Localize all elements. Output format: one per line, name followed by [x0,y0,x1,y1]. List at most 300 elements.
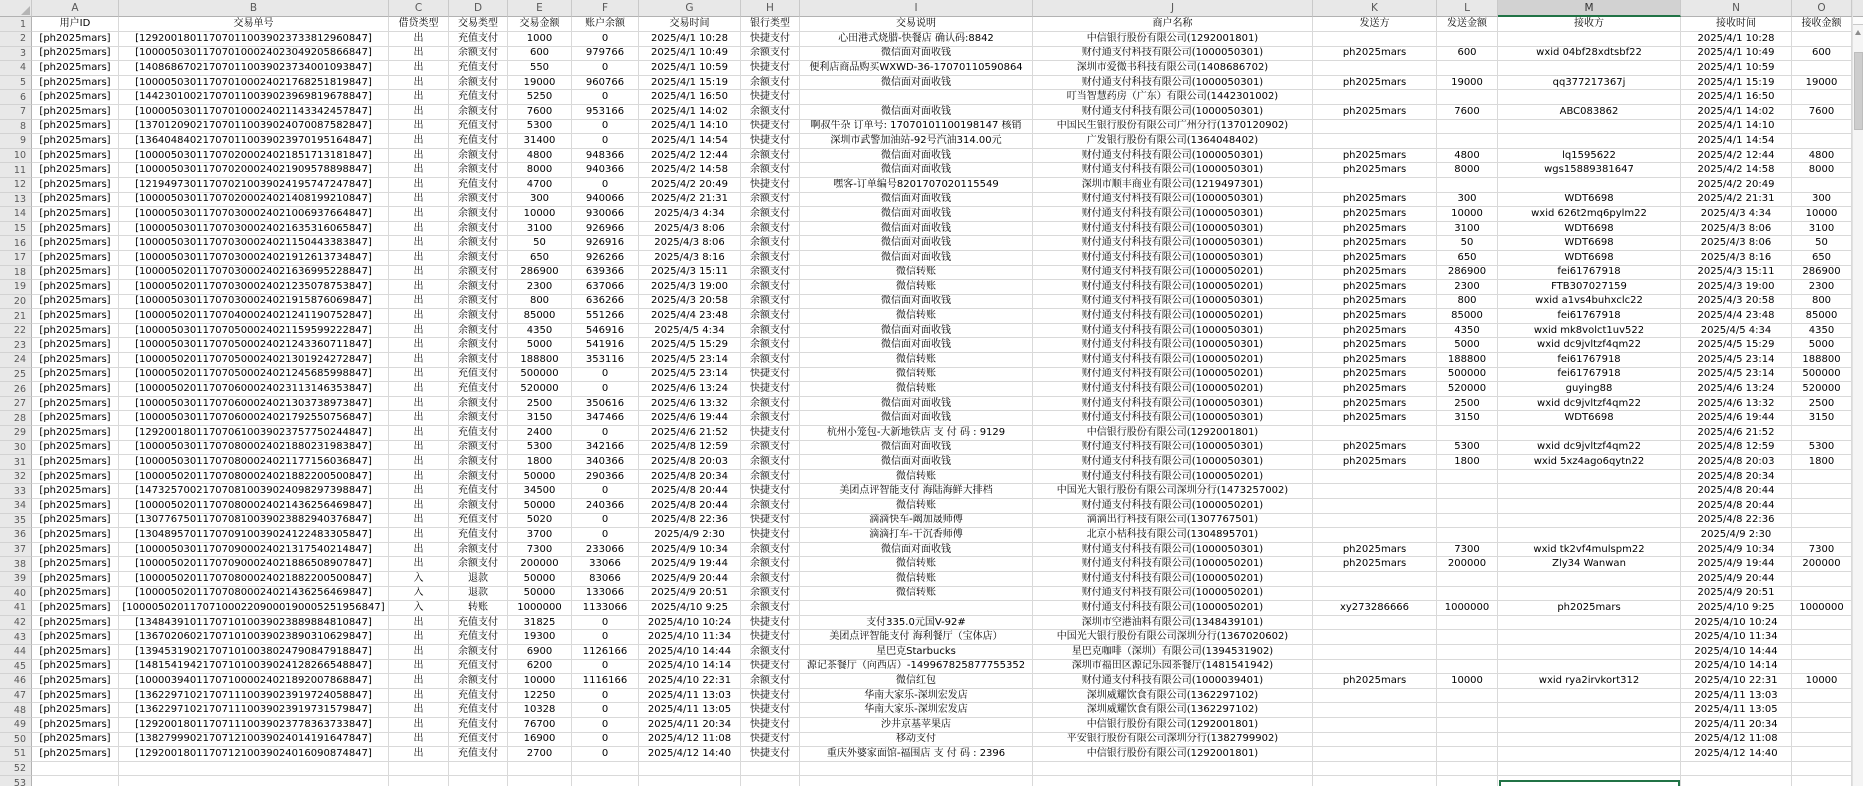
cell[interactable]: WDT6698 [1498,251,1681,266]
cell[interactable]: 出 [389,76,449,91]
cell[interactable]: 微信面对面收钱 [800,397,1033,412]
cell[interactable]: 出 [389,61,449,76]
cell[interactable] [1437,61,1498,76]
cell[interactable]: 退款 [449,572,508,587]
cell[interactable]: [ph2025mars] [32,718,119,733]
cell[interactable] [1498,689,1681,704]
cell[interactable]: 1126166 [572,645,639,660]
cell[interactable]: 10328 [508,703,572,718]
cell[interactable]: 出 [389,543,449,558]
cell[interactable]: 2025/4/9 19:44 [639,557,741,572]
cell[interactable]: [ph2025mars] [32,543,119,558]
cell[interactable]: [ph2025mars] [32,32,119,47]
cell[interactable]: 财付通支付科技有限公司(1000050201) [1033,601,1313,616]
cell[interactable]: 微信面对面收钱 [800,149,1033,164]
cell[interactable]: 财付通支付科技有限公司(1000050301) [1033,251,1313,266]
cell[interactable]: 4350 [1437,324,1498,339]
row-header[interactable]: 48 [0,703,32,718]
cell[interactable]: 余额支付 [449,266,508,281]
cell[interactable]: 2025/4/5 15:29 [1681,338,1792,353]
cell[interactable]: 2025/4/5 4:34 [639,324,741,339]
cell[interactable]: 600 [1792,47,1852,62]
row-header[interactable]: 33 [0,484,32,499]
row-header[interactable]: 36 [0,528,32,543]
cell[interactable]: 快捷支付 [741,528,800,543]
cell[interactable] [1498,660,1681,675]
row-header[interactable]: 49 [0,718,32,733]
row-header[interactable]: 37 [0,543,32,558]
cell[interactable]: 0 [572,528,639,543]
cell[interactable]: 微信面对面收钱 [800,47,1033,62]
cell[interactable]: 快捷支付 [741,660,800,675]
cell[interactable] [1437,587,1498,602]
cell[interactable]: 快捷支付 [741,134,800,149]
cell[interactable] [1498,747,1681,762]
row-header[interactable]: 17 [0,251,32,266]
row-header[interactable]: 14 [0,207,32,222]
cell[interactable]: 2025/4/6 21:52 [1681,426,1792,441]
cell[interactable]: 财付通支付科技有限公司(1000050201) [1033,353,1313,368]
header-cell-C[interactable]: 借贷类型 [389,17,449,32]
cell[interactable]: 520000 [1437,382,1498,397]
cell[interactable]: 5000 [1437,338,1498,353]
cell[interactable]: 50 [1792,236,1852,251]
cell[interactable]: 2025/4/3 4:34 [639,207,741,222]
cell[interactable]: 8000 [508,163,572,178]
cell[interactable]: 353116 [572,353,639,368]
cell[interactable]: 2025/4/3 4:34 [1681,207,1792,222]
header-cell-L[interactable]: 发送金额 [1437,17,1498,32]
cell[interactable]: 转账 [449,601,508,616]
cell[interactable]: 546916 [572,324,639,339]
cell[interactable]: 4700 [508,178,572,193]
cell[interactable]: 1800 [508,455,572,470]
cell[interactable]: 2025/4/11 20:34 [639,718,741,733]
cell[interactable]: 8000 [1792,163,1852,178]
cell[interactable]: [ph2025mars] [32,61,119,76]
cell[interactable]: 余额支付 [741,193,800,208]
cell[interactable]: 2025/4/4 23:48 [639,309,741,324]
cell[interactable]: 微信转账 [800,557,1033,572]
cell[interactable] [1681,762,1792,777]
cell[interactable]: 余额支付 [741,572,800,587]
cell[interactable] [1792,660,1852,675]
cell[interactable] [1792,616,1852,631]
cell[interactable]: 星巴克Starbucks [800,645,1033,660]
cell[interactable]: 平安银行股份有限公司深圳分行(1382799902) [1033,733,1313,748]
row-header[interactable]: 3 [0,47,32,62]
cell[interactable]: 600 [1437,47,1498,62]
cell[interactable]: 1000 [508,32,572,47]
column-header-E[interactable]: E [508,0,572,17]
cell[interactable]: 出 [389,441,449,456]
cell[interactable]: 2025/4/1 14:02 [1681,105,1792,120]
cell[interactable] [1313,470,1437,485]
cell[interactable]: 余额支付 [741,587,800,602]
cell[interactable]: 出 [389,411,449,426]
cell[interactable]: 财付通支付科技有限公司(1000050301) [1033,411,1313,426]
cell[interactable] [1792,587,1852,602]
cell[interactable] [572,762,639,777]
cell[interactable]: [ph2025mars] [32,645,119,660]
row-header[interactable]: 6 [0,90,32,105]
cell[interactable]: 财付通支付科技有限公司(1000050201) [1033,368,1313,383]
cell[interactable]: 31825 [508,616,572,631]
cell[interactable]: [129200180117071210039024016090874847] [119,747,389,762]
cell[interactable]: 余额支付 [741,441,800,456]
row-header[interactable]: 24 [0,353,32,368]
cell[interactable]: 300 [508,193,572,208]
cell[interactable]: 0 [572,90,639,105]
cell[interactable]: 5020 [508,514,572,529]
cell[interactable]: 200000 [1792,557,1852,572]
cell[interactable]: 财付通支付科技有限公司(1000050301) [1033,338,1313,353]
cell[interactable]: 650 [508,251,572,266]
cell[interactable]: 2025/4/3 8:06 [639,222,741,237]
cell[interactable] [572,776,639,786]
cell[interactable]: 微信转账 [800,266,1033,281]
cell[interactable]: 财付通支付科技有限公司(1000050201) [1033,382,1313,397]
cell[interactable] [1498,718,1681,733]
cell[interactable]: 926966 [572,222,639,237]
cell[interactable]: [ph2025mars] [32,251,119,266]
cell[interactable]: 财付通支付科技有限公司(1000050201) [1033,557,1313,572]
cell[interactable]: [144230100217070110039023969819678847] [119,90,389,105]
cell[interactable]: 2025/4/3 19:00 [1681,280,1792,295]
cell[interactable]: 出 [389,353,449,368]
cell[interactable]: 出 [389,426,449,441]
cell[interactable]: 2025/4/3 8:16 [1681,251,1792,266]
cell[interactable]: wxid 5xz4ago6qytn22 [1498,455,1681,470]
header-cell-M[interactable]: 接收方 [1498,17,1681,32]
cell[interactable]: [139453190217071010038024790847918847] [119,645,389,660]
cell[interactable]: 2025/4/1 14:10 [1681,120,1792,135]
column-header-J[interactable]: J [1033,0,1313,17]
cell[interactable]: 3100 [1437,222,1498,237]
cell[interactable]: 财付通支付科技有限公司(1000050301) [1033,76,1313,91]
row-header[interactable]: 30 [0,441,32,456]
cell[interactable]: 2025/4/1 16:50 [639,90,741,105]
cell[interactable]: 微信面对面收钱 [800,295,1033,310]
cell[interactable]: [ph2025mars] [32,178,119,193]
header-cell-E[interactable]: 交易金额 [508,17,572,32]
cell[interactable]: 微信面对面收钱 [800,193,1033,208]
cell[interactable] [1313,499,1437,514]
cell[interactable]: 2025/4/1 10:59 [1681,61,1792,76]
cell[interactable]: 2025/4/10 11:34 [639,630,741,645]
cell[interactable]: 551266 [572,309,639,324]
cell[interactable]: 85000 [508,309,572,324]
cell[interactable] [1437,630,1498,645]
cell[interactable]: 0 [572,616,639,631]
cell[interactable]: 余额支付 [741,222,800,237]
cell[interactable]: 2025/4/8 20:03 [1681,455,1792,470]
header-cell-A[interactable]: 用户ID [32,17,119,32]
cell[interactable]: 2025/4/2 21:31 [639,193,741,208]
cell[interactable]: 快捷支付 [741,120,800,135]
cell[interactable]: 2025/4/8 12:59 [639,441,741,456]
cell[interactable]: ph2025mars [1313,295,1437,310]
cell[interactable]: [100005030117070200024021408199210847] [119,193,389,208]
cell[interactable]: 出 [389,105,449,120]
column-header-M[interactable]: M [1498,0,1681,17]
cell[interactable]: 便利店商品购买WXWD-36-17070110590864 [800,61,1033,76]
cell[interactable]: [ph2025mars] [32,324,119,339]
cell[interactable]: ph2025mars [1313,207,1437,222]
cell[interactable]: 余额支付 [741,455,800,470]
cell[interactable]: 76700 [508,718,572,733]
cell[interactable]: [ph2025mars] [32,572,119,587]
cell[interactable] [1437,747,1498,762]
cell[interactable]: 充值支付 [449,747,508,762]
cell[interactable]: fei61767918 [1498,353,1681,368]
cell[interactable]: 出 [389,718,449,733]
cell[interactable]: 华南大家乐-深圳宏发店 [800,703,1033,718]
cell[interactable] [1313,61,1437,76]
cell[interactable]: 3150 [1792,411,1852,426]
cell[interactable]: wxid rya2irvkort312 [1498,674,1681,689]
cell[interactable] [1792,630,1852,645]
header-cell-H[interactable]: 银行类型 [741,17,800,32]
row-header[interactable]: 38 [0,557,32,572]
cell[interactable]: 5250 [508,90,572,105]
row-header[interactable]: 19 [0,280,32,295]
cell[interactable]: [100005020117070300024021636995228847] [119,266,389,281]
cell[interactable]: 财付通支付科技有限公司(1000050201) [1033,309,1313,324]
cell[interactable]: wxid dc9jvltzf4qm22 [1498,338,1681,353]
cell[interactable]: 余额支付 [741,470,800,485]
cell[interactable] [800,762,1033,777]
cell[interactable]: 滴滴打车-干沉香师傅 [800,528,1033,543]
cell[interactable]: WDT6698 [1498,236,1681,251]
cell[interactable]: ph2025mars [1313,324,1437,339]
cell[interactable]: 350616 [572,397,639,412]
cell[interactable]: 出 [389,309,449,324]
cell[interactable]: 移动支付 [800,733,1033,748]
cell[interactable]: [138279990217071210039024014191647847] [119,733,389,748]
row-header[interactable]: 11 [0,163,32,178]
cell[interactable]: [ph2025mars] [32,557,119,572]
cell[interactable]: 2025/4/1 10:28 [1681,32,1792,47]
cell[interactable]: 2025/4/1 10:49 [1681,47,1792,62]
cell[interactable]: ph2025mars [1313,236,1437,251]
cell[interactable]: 2025/4/12 14:40 [639,747,741,762]
cell[interactable]: 充值支付 [449,718,508,733]
cell[interactable]: 200000 [508,557,572,572]
cell[interactable]: [100005030117070200024021851713181847] [119,149,389,164]
column-header-I[interactable]: I [800,0,1033,17]
cell[interactable]: [ph2025mars] [32,149,119,164]
cell[interactable]: 余额支付 [741,645,800,660]
cell[interactable]: 4800 [1792,149,1852,164]
cell[interactable]: 快捷支付 [741,616,800,631]
cell[interactable]: [ph2025mars] [32,193,119,208]
cell[interactable]: 7600 [1792,105,1852,120]
cell[interactable]: 余额支付 [741,543,800,558]
cell[interactable]: 3100 [1792,222,1852,237]
cell[interactable]: 2025/4/10 11:34 [1681,630,1792,645]
cell[interactable]: 充值支付 [449,134,508,149]
cell[interactable]: 2025/4/6 13:24 [639,382,741,397]
cell[interactable] [1437,90,1498,105]
cell[interactable]: 充值支付 [449,660,508,675]
cell[interactable]: 深圳市空港油料有限公司(1348439101) [1033,616,1313,631]
cell[interactable]: 6200 [508,660,572,675]
cell[interactable]: 2025/4/2 20:49 [639,178,741,193]
cell[interactable]: [100005020117070800024021436256469847] [119,587,389,602]
cell[interactable] [1437,762,1498,777]
cell[interactable]: 1000000 [508,601,572,616]
cell[interactable]: [ph2025mars] [32,382,119,397]
cell[interactable]: [ph2025mars] [32,397,119,412]
cell[interactable]: [ph2025mars] [32,90,119,105]
cell[interactable]: 0 [572,382,639,397]
row-header[interactable]: 39 [0,572,32,587]
cell[interactable]: [147325700217070810039024098297398847] [119,484,389,499]
cell[interactable] [1792,90,1852,105]
cell[interactable]: 余额支付 [449,236,508,251]
cell[interactable]: 2025/4/10 14:14 [1681,660,1792,675]
cell[interactable]: 余额支付 [741,557,800,572]
cell[interactable]: 0 [572,120,639,135]
cell[interactable]: 2025/4/5 4:34 [1681,324,1792,339]
cell[interactable]: 0 [572,733,639,748]
cell[interactable]: 余额支付 [741,76,800,91]
cell[interactable]: 800 [508,295,572,310]
cell[interactable]: [100005030117070200024021909578898847] [119,163,389,178]
cell[interactable]: 1800 [1437,455,1498,470]
cell[interactable]: 286900 [1792,266,1852,281]
cell[interactable]: 出 [389,178,449,193]
cell[interactable]: 2025/4/8 12:59 [1681,441,1792,456]
cell[interactable]: 4800 [1437,149,1498,164]
cell[interactable]: 余额支付 [449,411,508,426]
cell[interactable] [1792,178,1852,193]
cell[interactable] [1437,703,1498,718]
header-cell-F[interactable]: 账户余额 [572,17,639,32]
cell[interactable] [1498,120,1681,135]
cell[interactable]: 出 [389,163,449,178]
cell[interactable]: wxid dc9jvltzf4qm22 [1498,397,1681,412]
cell[interactable]: 34500 [508,484,572,499]
cell[interactable]: 余额支付 [449,105,508,120]
cell[interactable] [1313,645,1437,660]
cell[interactable]: 余额支付 [449,455,508,470]
cell[interactable]: [136229710217071110039023919724058847] [119,689,389,704]
row-header[interactable]: 21 [0,309,32,324]
cell[interactable]: 3150 [1437,411,1498,426]
cell[interactable]: 800 [1437,295,1498,310]
cell[interactable]: 出 [389,630,449,645]
cell[interactable] [1437,470,1498,485]
cell[interactable]: [100005020117070800024021436256469847] [119,499,389,514]
column-header-B[interactable]: B [119,0,389,17]
cell[interactable]: [1000050201170710002209000190005251956847] [119,601,389,616]
cell[interactable]: [ph2025mars] [32,222,119,237]
cell[interactable] [1498,32,1681,47]
cell[interactable] [389,776,449,786]
cell[interactable]: 10000 [508,674,572,689]
cell[interactable]: [ph2025mars] [32,266,119,281]
cell[interactable]: 余额支付 [741,309,800,324]
cell[interactable]: 余额支付 [449,163,508,178]
cell[interactable]: 979766 [572,47,639,62]
cell[interactable]: wxid 626t2mq6pylm22 [1498,207,1681,222]
cell[interactable]: 微信面对面收钱 [800,324,1033,339]
cell[interactable]: 2025/4/2 14:58 [1681,163,1792,178]
cell[interactable]: ph2025mars [1313,149,1437,164]
cell[interactable]: ph2025mars [1313,105,1437,120]
cell[interactable]: 2025/4/10 22:31 [1681,674,1792,689]
cell[interactable]: 10000 [508,207,572,222]
row-header[interactable]: 41 [0,601,32,616]
cell[interactable]: 余额支付 [449,207,508,222]
cell[interactable] [1792,572,1852,587]
header-cell-J[interactable]: 商户名称 [1033,17,1313,32]
cell[interactable]: [100005030117070100024023049205866847] [119,47,389,62]
cell[interactable]: 2025/4/3 8:06 [1681,236,1792,251]
cell[interactable]: lq1595622 [1498,149,1681,164]
cell[interactable]: 余额支付 [449,499,508,514]
cell[interactable]: xy273286666 [1313,601,1437,616]
cell[interactable] [1681,776,1792,786]
cell[interactable]: [ph2025mars] [32,528,119,543]
cell[interactable]: 2300 [1437,280,1498,295]
cell[interactable]: 2025/4/6 13:32 [639,397,741,412]
cell[interactable]: ph2025mars [1313,251,1437,266]
cell[interactable] [1792,32,1852,47]
cell[interactable]: 充值支付 [449,703,508,718]
cell[interactable]: 2025/4/10 10:24 [1681,616,1792,631]
cell[interactable]: wxid tk2vf4mulspm22 [1498,543,1681,558]
cell[interactable]: 2025/4/9 10:34 [1681,543,1792,558]
cell[interactable]: 微信转账 [800,499,1033,514]
cell[interactable]: 800 [1792,295,1852,310]
cell[interactable]: 余额支付 [741,601,800,616]
cell[interactable]: 出 [389,295,449,310]
cell[interactable] [1792,120,1852,135]
cell[interactable]: 2025/4/11 13:05 [639,703,741,718]
cell[interactable]: 出 [389,470,449,485]
cell[interactable]: [129200180117070610039023757750244847] [119,426,389,441]
cell[interactable]: 充值支付 [449,90,508,105]
cell[interactable]: 中国民生银行股份有限公司广州分行(1370120902) [1033,120,1313,135]
cell[interactable]: 微信面对面收钱 [800,236,1033,251]
cell[interactable]: 953166 [572,105,639,120]
cell[interactable]: [ph2025mars] [32,601,119,616]
cell[interactable]: 2025/4/1 15:19 [639,76,741,91]
cell[interactable]: 0 [572,514,639,529]
cell[interactable]: 余额支付 [449,645,508,660]
cell[interactable]: 充值支付 [449,689,508,704]
cell[interactable] [1313,762,1437,777]
cell[interactable]: [ph2025mars] [32,295,119,310]
cell[interactable]: 余额支付 [449,324,508,339]
cell[interactable]: 2025/4/11 13:05 [1681,703,1792,718]
cell[interactable]: 余额支付 [741,499,800,514]
cell[interactable]: 中信银行股份有限公司(1292001801) [1033,426,1313,441]
cell[interactable]: 16900 [508,733,572,748]
cell[interactable] [1313,747,1437,762]
cell[interactable]: 2300 [508,280,572,295]
cell[interactable]: wxid dc9jvltzf4qm22 [1498,441,1681,456]
cell[interactable]: 微信转账 [800,368,1033,383]
cell[interactable] [1313,587,1437,602]
cell[interactable]: 出 [389,251,449,266]
cell[interactable]: 2025/4/12 11:08 [1681,733,1792,748]
cell[interactable] [449,776,508,786]
cell[interactable] [119,776,389,786]
